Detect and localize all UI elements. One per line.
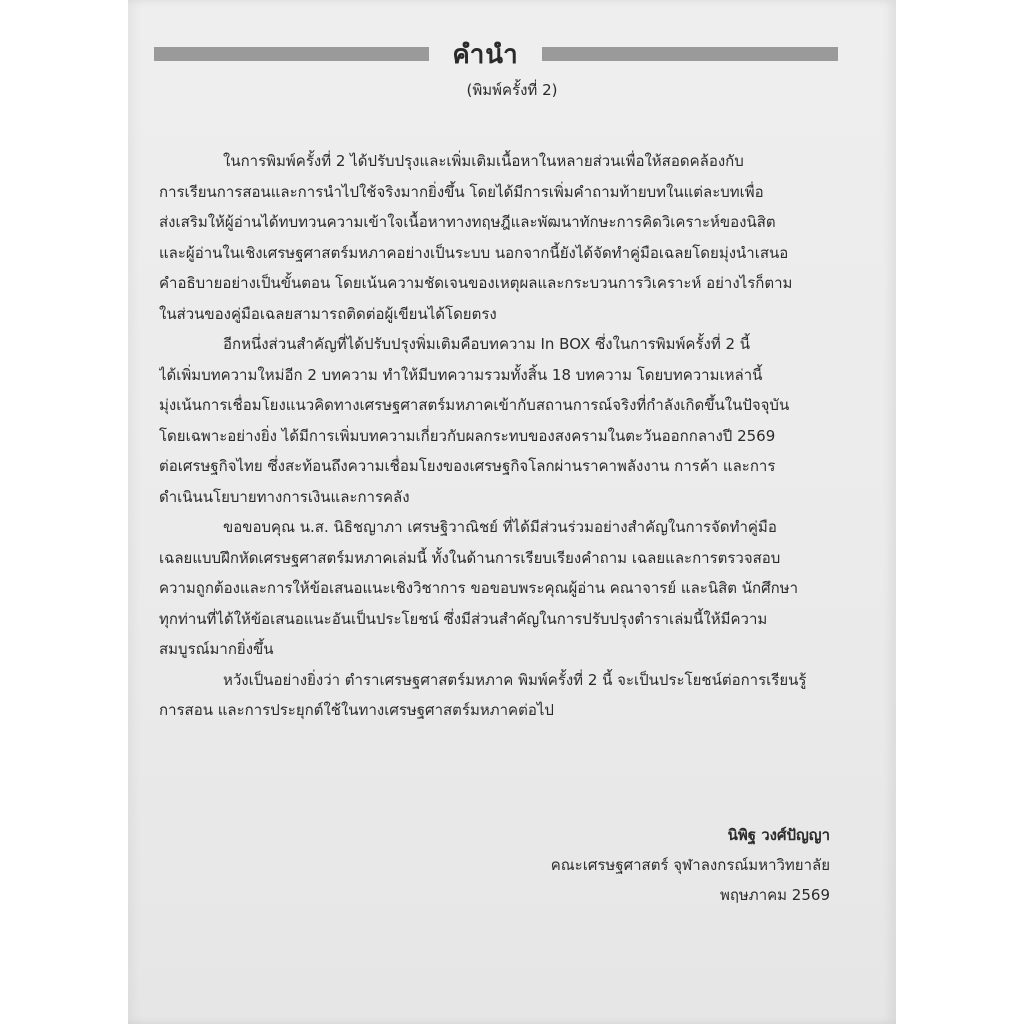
text-line: การสอน และการประยุกต์ใช้ในทางเศรษฐศาสตร์มหภาคต่อไป bbox=[159, 701, 554, 719]
text-line: ส่งเสริมให้ผู้อ่านได้ทบทวนความเข้าใจเนื้อหาทางทฤษฎีและพัฒนาทักษะการคิดวิเคราะห์ของนิสิต bbox=[159, 213, 776, 231]
text-line: สมบูรณ์มากยิ่งขึ้น bbox=[159, 640, 274, 658]
text-line: ดำเนินนโยบายทางการเงินและการคลัง bbox=[159, 487, 410, 506]
signature-block bbox=[551, 820, 830, 910]
text-line: ทุกท่านที่ได้ให้ข้อเสนอแนะอันเป็นประโยชน์ ซึ่งมีส่วนสำคัญในการปรับปรุงตำราเล่มนี้ให้มีความ bbox=[159, 609, 768, 628]
text-line: และผู้อ่านในเชิงเศรษฐศาสตร์มหภาคอย่างเป็นระบบ นอกจากนี้ยังได้จัดทำคู่มือเฉลยโดยมุ่งนำเสนอ bbox=[159, 243, 789, 262]
text-line: อีกหนึ่งส่วนสำคัญที่ได้ปรับปรุงพิ่มเติมคือบทความ In BOX ซึ่งในการพิมพ์ครั้งที่ 2 นี้ bbox=[223, 335, 751, 353]
text-line: ความถูกต้องและการให้ข้อเสนอแนะเชิงวิชาการ ขอขอบพระคุณผู้อ่าน คณาจารย์ และนิสิต นักศึกษา bbox=[159, 579, 798, 597]
book-page bbox=[128, 0, 896, 1024]
text-line: การเรียนการสอนและการนำไปใช้จริงมากยิ่งขึ้น โดยได้มีการเพิ่มคำถามท้ายบทในแต่ละบทเพื่อ bbox=[159, 182, 764, 201]
paragraph-4 bbox=[159, 665, 845, 726]
text-line: ได้เพิ่มบทความใหม่อีก 2 บทความ ทำให้มีบทความรวมทั้งสิ้น 18 บทความ โดยบทความเหล่านี้ bbox=[159, 365, 763, 384]
page-title: คำนำ bbox=[452, 39, 519, 70]
paragraph-2 bbox=[159, 329, 845, 512]
text-line: ต่อเศรษฐกิจไทย ซึ่งสะท้อนถึงความเชื่อมโยงของเศรษฐกิจโลกผ่านราคาพลังงาน การค้า และการ bbox=[159, 457, 776, 475]
text-line: คำอธิบายอย่างเป็นขั้นตอน โดยเน้นความชัดเจนของเหตุผลและกระบวนการวิเคราะห์ อย่างไรก็ตาม bbox=[159, 274, 793, 292]
signature-date: พฤษภาคม 2569 bbox=[719, 886, 830, 904]
text-line: ขอขอบคุณ น.ส. นิธิชญาภา เศรษฐิวาณิชย์ ที่ได้มีส่วนร่วมอย่างสำคัญในการจัดทำคู่มือ bbox=[223, 518, 777, 536]
author-name: นิพิฐ วงศ์ปัญญา bbox=[727, 826, 830, 844]
text-line: เฉลยแบบฝึกหัดเศรษฐศาสตร์มหภาคเล่มนี้ ทั้งในด้านการเรียบเรียงคำถาม เฉลยและการตรวจสอบ bbox=[159, 548, 781, 567]
text-line: ในการพิมพ์ครั้งที่ 2 ได้ปรับปรุงและเพิ่มเติมเนื้อหาในหลายส่วนเพื่อให้สอดคล้องกับ bbox=[223, 152, 744, 170]
heading-rule-left bbox=[154, 47, 429, 61]
heading-rule-right bbox=[542, 47, 838, 61]
heading-row bbox=[154, 36, 838, 72]
preface-body bbox=[159, 146, 845, 726]
edition-subtitle: (พิมพ์ครั้งที่ 2) bbox=[466, 81, 558, 99]
text-line: หวังเป็นอย่างยิ่งว่า ตำราเศรษฐศาสตร์มหภาค พิมพ์ครั้งที่ 2 นี้ จะเป็นประโยชน์ต่อการเรียนรู้ bbox=[223, 670, 807, 689]
paragraph-3 bbox=[159, 512, 845, 665]
text-line: มุ่งเน้นการเชื่อมโยงแนวคิดทางเศรษฐศาสตร์มหภาคเข้ากับสถานการณ์จริงที่กำลังเกิดขึ้นในปัจจุบัน bbox=[159, 396, 790, 414]
text-line: โดยเฉพาะอย่างยิ่ง ได้มีการเพิ่มบทความเกี่ยวกับผลกระทบของสงครามในตะวันออกกลางปี 2569 bbox=[159, 426, 776, 445]
text-line: ในส่วนของคู่มือเฉลยสามารถติดต่อผู้เขียนได้โดยตรง bbox=[159, 304, 497, 323]
author-affiliation: คณะเศรษฐศาสตร์ จุฬาลงกรณ์มหาวิทยาลัย bbox=[550, 856, 830, 874]
paragraph-1 bbox=[159, 146, 845, 329]
